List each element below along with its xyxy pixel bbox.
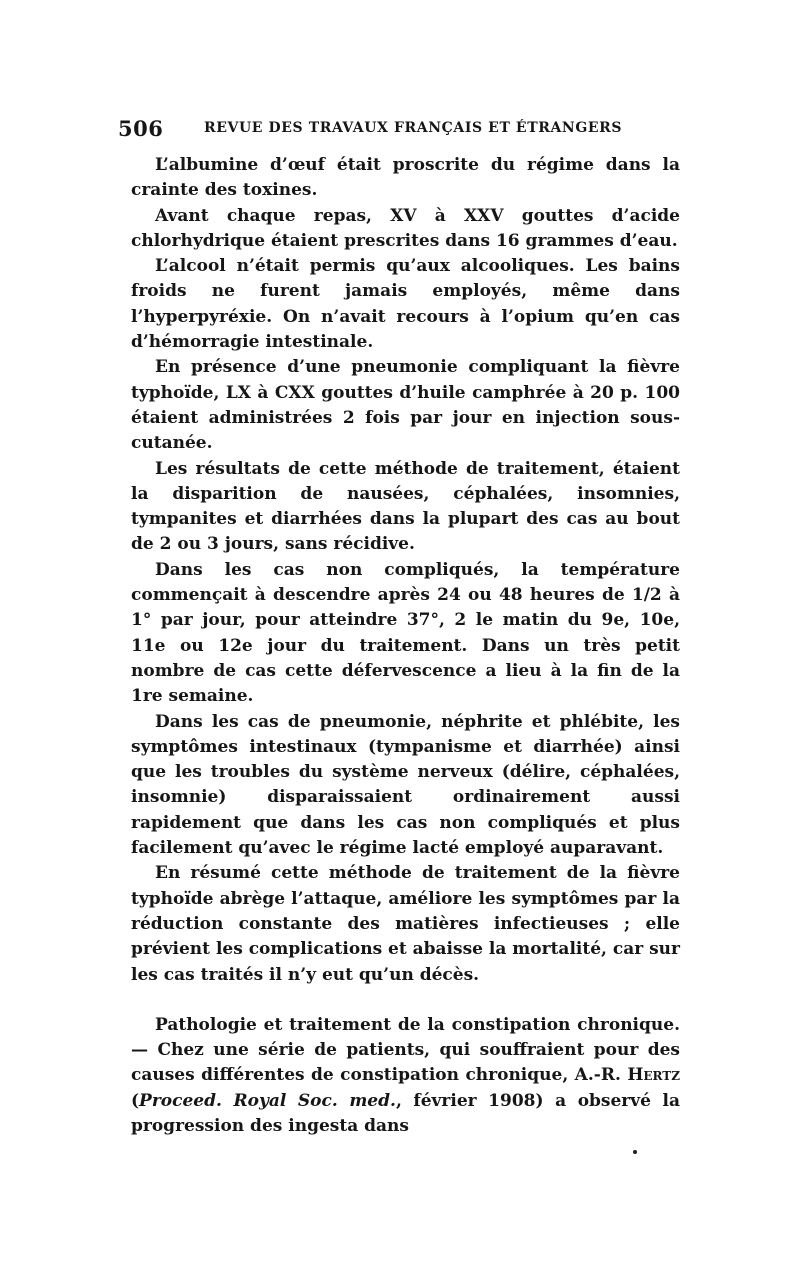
page-header — [118, 116, 678, 146]
section-dash: — — [131, 1040, 158, 1061]
paragraph: L’albumine d’œuf était proscrite du régime dans la crainte des toxines. — [131, 155, 680, 201]
paragraph: En présence d’une pneumonie compliquant la fièvre typhoïde, LX à CXX gouttes d’huile camphrée à 20 p. 100 étaient administrées 2 fois par jour en injection sous-cutanée. — [131, 357, 680, 454]
paragraph: Les résultats de cette méthode de traitement, étaient la disparition de nausées, céphalées, insomnies, tympanites et diarrhées dans la plupart des cas au bout de 2 ou 3 jours, sans récidive. — [131, 458, 680, 555]
page-number: 506 — [118, 116, 164, 141]
section-text: ( — [131, 1090, 140, 1111]
journal-reference: Proceed. Royal Soc. med. — [139, 1090, 396, 1111]
print-speck — [633, 1150, 637, 1154]
paragraph: Dans les cas de pneumonie, néphrite et phlébite, les symptômes intestinaux (tympanisme et diarrhée) ainsi que les troubles du système nerveux (délire, céphalées, insomnie) disparaissaient ordinairement aussi rapidement que dans les cas non compliqués et plus facilement qu’avec le régime lacté employé auparavant. — [131, 711, 680, 859]
author-name: Hertz — [627, 1065, 680, 1086]
paragraph: En résumé cette méthode de traitement de la fièvre typhoïde abrège l’attaque, améliore les symptômes par la réduction constante des matières infectieuses ; elle prévient les complications et abaisse la mortalité, car sur les cas traités il n’y eut qu’un décès. — [131, 863, 680, 985]
running-title: REVUE DES TRAVAUX FRANÇAIS ET ÉTRANGERS — [204, 120, 623, 136]
section-text: , février 1908) a observé la progression des ingesta dans — [131, 1090, 680, 1136]
section-text: Chez une série de patients, qui souffraient pour des causes différentes de constipation chronique, A.-R. — [131, 1040, 681, 1086]
paragraph: Dans les cas non compliqués, la température commençait à descendre après 24 ou 48 heures de 1/2 à 1° par jour, pour atteindre 37°, 2 le matin du 9e, 10e, 11e ou 12e jour du traitement. Dans un très petit nombre de cas cette défervescence a lieu à la fin de la 1re semaine. — [131, 559, 680, 707]
body-text — [131, 153, 680, 1139]
paragraph: Avant chaque repas, XV à XXV gouttes d’acide chlorhydrique étaient prescrites dans 16 grammes d’eau. — [131, 205, 680, 251]
section-heading: Pathologie et traitement de la constipation chronique. — [155, 1014, 680, 1035]
paragraph: L’alcool n’était permis qu’aux alcooliques. Les bains froids ne furent jamais employés, même dans l’hyperpyréxie. On n’avait recours à l’opium qu’en cas d’hémorragie intestinale. — [131, 256, 680, 353]
section-paragraph — [131, 1013, 680, 1139]
